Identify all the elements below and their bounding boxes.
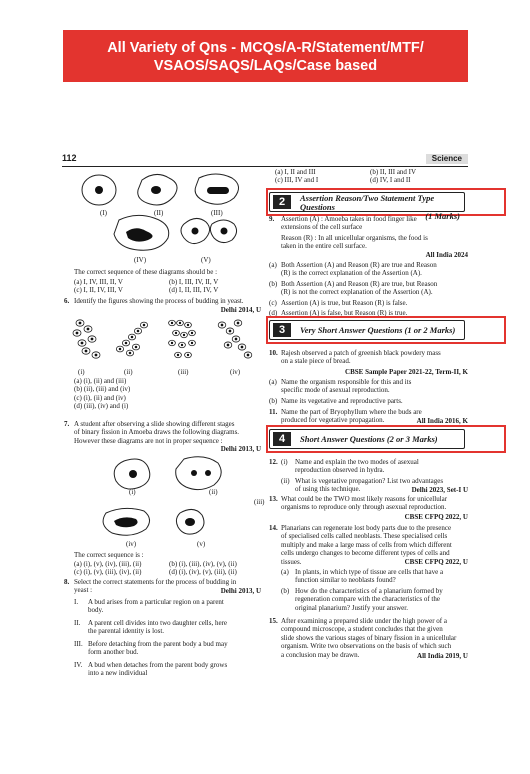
yeast-nucleus [91, 338, 94, 341]
q10-parts [269, 378, 468, 407]
question-number: 6. [64, 297, 70, 305]
fig-label: (V) [201, 256, 211, 264]
yeast-nucleus [229, 330, 232, 333]
fig-label: (iii) [254, 498, 265, 506]
part-item [269, 378, 468, 397]
amoeba-nucleus-1 [95, 186, 103, 194]
statement-item [74, 640, 261, 661]
option: (b) I, III, IV, II, V [169, 278, 219, 286]
yeast-nucleus [87, 328, 90, 331]
binary-fission-diagrams [84, 453, 254, 553]
q9-reason [281, 234, 468, 251]
question-number: 11. [269, 408, 278, 416]
q5-stem: The correct sequence of these diagrams should be : [74, 268, 218, 276]
question-number: 8. [64, 578, 70, 586]
fission-nucleus-i [129, 470, 137, 478]
option: (d) IV, I and II [370, 176, 411, 185]
text-line: (R) is not the correct explanation of the Assertion (A). [281, 288, 433, 297]
amoeba-diagrams [64, 168, 261, 268]
yeast-diagrams [72, 315, 257, 365]
section-header-4 [269, 429, 465, 449]
part-item [269, 397, 468, 407]
section-header-3 [269, 320, 465, 340]
text-line: Both Assertion (A) and Reason (R) are true, but Reason [281, 280, 438, 288]
text-line: Name the organism responsible for this and its [281, 378, 412, 386]
yeast-nucleus [119, 348, 122, 351]
part-item [281, 458, 468, 477]
text-line: Assertion (A) is false, but Reason (R) is true. [281, 309, 408, 317]
yeast-nucleus [79, 322, 82, 325]
text-line: regeneration compare with the characteristics of the [295, 595, 440, 604]
statement-item [74, 619, 261, 640]
title-banner [63, 30, 468, 82]
q7-stem: The correct sequence is : [74, 551, 144, 559]
fig-label: (II) [154, 209, 164, 217]
statement-num: I. [74, 598, 79, 606]
question-number: 7. [64, 420, 70, 428]
text-line: a conclusion may be drawn. [281, 650, 360, 659]
text-line: However these diagrams are not in proper sequence : [74, 436, 223, 445]
option: (c) III, IV and I [275, 176, 319, 185]
part-num: (ii) [281, 477, 290, 485]
question-number: 12. [269, 458, 278, 466]
fission-nucleus-ii-a [191, 470, 197, 476]
fig-label: (iv) [126, 540, 137, 548]
yeast-nucleus [237, 322, 240, 325]
q13-text [281, 495, 468, 512]
title-line: Assertion Reason/Two Statement Type Questions [300, 193, 435, 212]
yeast-nucleus [175, 332, 177, 334]
text-line: Assertion (A) : Amoeba takes in food finger like [281, 215, 417, 223]
part-num: (a) [281, 568, 289, 576]
fission-nucleus-ii-b [205, 470, 211, 476]
q6-ref: Delhi 2014, U [220, 306, 261, 314]
option: (a) (i), (v), (iv), (iii), (ii) [74, 560, 142, 568]
text-line: specific mode of asexual reproduction. [281, 386, 390, 395]
yeast-nucleus [171, 342, 173, 344]
yeast-nucleus [143, 324, 146, 327]
text-line: After examining a prepared slide under the high power of a [281, 617, 447, 625]
yeast-nucleus [179, 322, 181, 324]
text-line: slide shows the various stages of binary fission in a unicellular [281, 633, 457, 642]
page-header [62, 154, 468, 167]
q7-options [74, 560, 264, 577]
q7-ref: Delhi 2013, U [220, 445, 261, 453]
option: (a) I, IV, III, II, V [74, 278, 123, 286]
subject-label: Science [426, 154, 468, 164]
text-line: What could be the TWO most likely reasons for unicellular [281, 495, 448, 503]
text-line: the parental identity is lost. [88, 627, 165, 636]
text-line: of binary fission in Amoeba draws the following diagrams. [74, 428, 240, 437]
text-line: compound microscope, a student concludes that the given [281, 625, 443, 634]
page-number: 112 [62, 153, 77, 163]
statement-item [74, 661, 261, 682]
text-line: organism. Write two observations on the basis of which such [281, 642, 452, 651]
text-line: Reason (R) : In all unicellular organisms, the food is [281, 234, 428, 242]
option: (d) (iii), (iv) and (i) [74, 402, 129, 411]
banner-line-1: All Variety of Qns - MCQs/A-R/Statement/MTF/ [107, 40, 424, 56]
q5-options [74, 278, 264, 295]
q8-statements [74, 598, 261, 682]
fig-label: (i) [129, 488, 136, 496]
section-number: 3 [273, 323, 291, 337]
yeast-nucleus [247, 354, 250, 357]
amoeba-nucleus-3 [207, 187, 229, 194]
question-number: 14. [269, 524, 278, 532]
yeast-nucleus [137, 330, 140, 333]
part-num: (b) [269, 397, 278, 405]
text-line: reproduction observed in hydra. [295, 466, 385, 475]
text-line: A bud when detaches from the parent body grows [88, 661, 228, 669]
part-item [281, 587, 468, 614]
option: (b) II, III and IV [370, 168, 417, 176]
text-line: Both Assertion (A) and Reason (R) are true and Reason [281, 261, 437, 269]
fig-label: (IV) [134, 256, 147, 264]
q15-ref: All India 2019, U [417, 652, 468, 660]
text-line: Name and explain the two modes of asexual [295, 458, 419, 466]
section-number: 2 [273, 195, 291, 209]
q9-options [269, 261, 468, 319]
fig-label: (v) [197, 540, 206, 548]
text-line: Planarians can regenerate lost body parts due to the presence [281, 524, 452, 532]
option: (c) I, II, IV, III, V [74, 286, 123, 295]
yeast-nucleus [81, 342, 84, 345]
q6-text: Identify the figures showing the process of budding in yeast. [74, 297, 244, 305]
question-number: 13. [269, 495, 278, 503]
q13-ref: CBSE CFPQ 2022, U [404, 513, 468, 521]
text-line: function similar to neoblasts found? [295, 576, 396, 585]
statement-num: II. [74, 619, 81, 627]
fig-label: (I) [100, 209, 107, 217]
option: (a) I, II and III [275, 168, 316, 176]
option: (d) (i), (iv), (v), (iii), (ii) [169, 568, 237, 577]
yeast-nucleus [177, 354, 179, 356]
yeast-nucleus [129, 352, 132, 355]
statement-item [74, 598, 261, 619]
fig-label: (iv) [230, 368, 241, 376]
fig-label: (III) [211, 209, 223, 217]
q12-ref: Delhi 2023, Set-I U [411, 486, 468, 494]
text-line: multiply and make a large mass of cells from which different [281, 540, 452, 549]
text-line: A bud arises from a particular region on a parent [88, 598, 224, 606]
text-line: produced for vegetative propagation. [281, 416, 385, 425]
yeast-nucleus [187, 354, 189, 356]
option: (b) (ii), (iii) and (iv) [74, 385, 131, 394]
text-line: of using this technique. [295, 485, 361, 494]
yeast-nucleus [227, 344, 230, 347]
part-item [281, 568, 468, 587]
yeast-nucleus [187, 324, 189, 326]
option-item [269, 299, 468, 309]
section-title: Short Answer Questions (2 or 3 Marks) [300, 434, 438, 444]
yeast-nucleus [85, 350, 88, 353]
yeast-nucleus [241, 346, 244, 349]
text-line: organisms to reproduce only through asexual reproduction. [281, 503, 447, 512]
yeast-nucleus [191, 342, 193, 344]
text-line: yeast : [74, 586, 93, 595]
text-line: A parent cell divides into two daughter cells, here [88, 619, 227, 627]
question-number: 10. [269, 349, 278, 357]
question-number: 15. [269, 617, 278, 625]
option: (d) I, II, III, IV, V [169, 286, 219, 295]
section-title: Very Short Answer Questions (1 or 2 Marks) [300, 325, 456, 335]
option-item [269, 280, 468, 299]
option-num: (a) [269, 261, 277, 269]
title-line: (1 Marks) [425, 211, 460, 221]
yeast-nucleus [125, 342, 128, 345]
amoeba-nucleus-2 [151, 186, 161, 194]
text-line: Rajesh observed a patch of greenish black powdery mass [281, 349, 441, 357]
text-line: How do the characteristics of a planarium formed by [295, 587, 443, 595]
option: (b) (i), (iii), (iv), (v), (ii) [169, 560, 237, 568]
yeast-nucleus [221, 324, 224, 327]
yeast-nucleus [181, 344, 183, 346]
q7-text [74, 420, 261, 445]
yeast-nucleus [235, 338, 238, 341]
text-line: A student after observing a slide showing different stages [74, 420, 235, 428]
statement-num: III. [74, 640, 83, 648]
option: (a) (i), (ii) and (iii) [74, 377, 127, 385]
option-item [269, 261, 468, 280]
q9-assertion [281, 215, 468, 232]
q6-options [74, 377, 130, 411]
part-num: (a) [269, 378, 277, 386]
text-line: Before detaching from the parent body a bud may [88, 640, 228, 648]
text-line: tissues. [281, 557, 302, 566]
text-line: Name the part of Bryophyllum where the buds are [281, 408, 422, 416]
option: (c) (i), (v), (iii), (iv), (ii) [74, 568, 142, 577]
q8-ref: Delhi 2013, U [220, 587, 261, 595]
yeast-nucleus [183, 334, 185, 336]
text-line: In plants, in which type of tissue are cells that have a [295, 568, 444, 576]
part-num: (i) [281, 458, 288, 466]
q10-text [281, 349, 468, 366]
amoeba-nucleus-5b [221, 228, 228, 235]
text-line: original planarium? Justify your answer. [295, 603, 408, 612]
text-line: body. [88, 606, 104, 615]
section-number: 4 [273, 432, 291, 446]
part-num: (b) [281, 587, 290, 595]
option-num: (b) [269, 280, 278, 288]
text-line: extensions of the cell surface [281, 223, 363, 232]
fig-label: (ii) [124, 368, 133, 376]
yeast-nucleus [76, 332, 79, 335]
question-number: 9. [269, 215, 275, 223]
text-line: What is vegetative propagation? List two advantages [295, 477, 444, 485]
text-line: form another bud. [88, 648, 139, 657]
q10-ref: CBSE Sample Paper 2021-22, Term-II, K [345, 368, 468, 376]
text-line: into a new individual [88, 669, 148, 678]
text-line: taken in the entire cell surface. [281, 242, 367, 251]
text-line: of specialised cells called neoblasts. These specialised cells [281, 532, 448, 541]
q8-options [275, 168, 468, 185]
text-line: on a stale piece of bread. [281, 357, 351, 366]
option: (c) (i), (ii) and (iv) [74, 393, 126, 402]
q14-ref: CBSE CFPQ 2022, U [404, 558, 468, 566]
banner-line-2: VSAOS/SAQS/LAQs/Case based [153, 58, 378, 74]
option-num: (c) [269, 299, 277, 307]
q9-ref: All India 2024 [425, 251, 468, 259]
yeast-nucleus [135, 346, 138, 349]
text-line: Name its vegetative and reproductive parts. [281, 397, 403, 405]
fig-label: (iii) [178, 368, 189, 376]
yeast-nucleus [131, 336, 134, 339]
text-line: (R) is the correct explanation of the Assertion (A). [281, 269, 422, 278]
statement-num: IV. [74, 661, 83, 669]
fission-nucleus-v [185, 518, 195, 526]
text-line: Select the correct statements for the process of budding in [74, 578, 237, 586]
fission-cell-ii [176, 457, 221, 490]
option-num: (d) [269, 309, 278, 317]
yeast-nucleus [95, 354, 98, 357]
text-line: cells undergo changes to become different types of cells and [281, 549, 450, 558]
yeast-nucleus [171, 322, 173, 324]
yeast-nucleus [191, 332, 193, 334]
fig-label: (ii) [209, 488, 218, 496]
book-page [62, 150, 468, 770]
text-line: Assertion (A) is true, but Reason (R) is false. [281, 299, 408, 307]
q11-ref: All India 2016, K [416, 417, 468, 425]
amoeba-nucleus-5a [192, 228, 199, 235]
fig-label: (i) [78, 368, 85, 376]
q14-parts [281, 568, 468, 614]
